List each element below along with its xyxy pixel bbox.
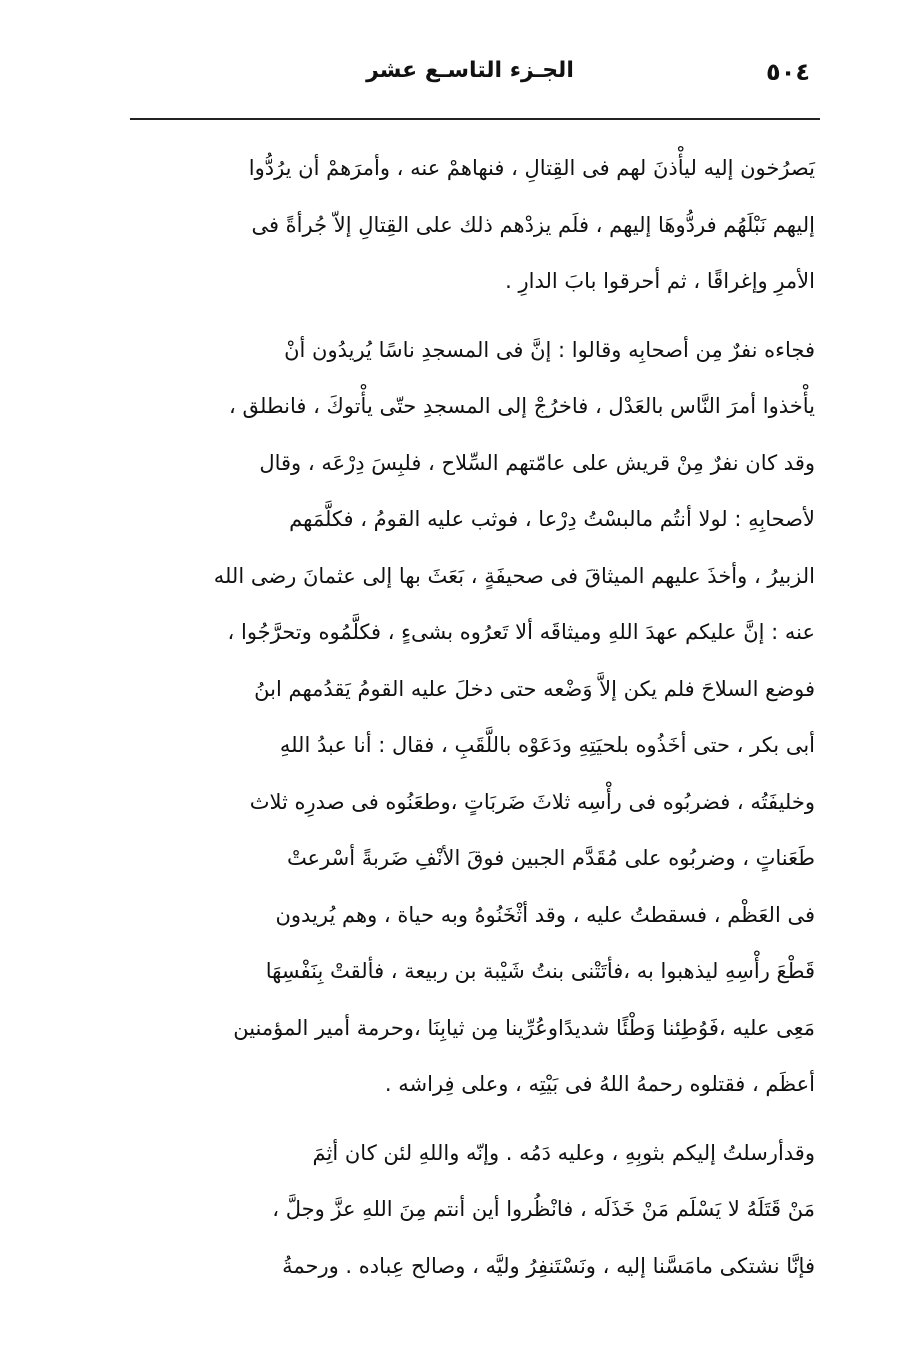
body-text	[150, 140, 815, 1294]
text-line: أعظَم ، فقتلوه رحمهُ اللهُ فى بَيْتِه ، وعلى فِراشه .	[384, 1072, 815, 1096]
text-line: عنه : إنَّ عليكم عهدَ اللهِ وميثاقَه ألا تَعرُوه بشىءٍ ، فكلَّمُوه وتحرَّجُوا ،	[227, 620, 815, 644]
text-line: فوضع السلاحَ فلم يكن إلاَّ وَضْعه حتى دخلَ عليه القومُ يَقدُمهم ابنُ	[254, 676, 815, 701]
text-line: مَنْ قَتَلَهُ لا يَسْلَم مَنْ خَذَلَه ، فانْظُروا أين أنتم مِنَ اللهِ عزَّ وجلَّ ،	[272, 1197, 815, 1221]
paragraph-3	[150, 1125, 815, 1295]
text-line: وخليفَتُه ، فضربُوه فى رأْسِه ثلاثَ ضَربَاتٍ ،وطعَنُوه فى صدرِه ثلاث	[249, 789, 815, 814]
page-number: ٥٠٤	[766, 58, 810, 86]
text-line: الأمرِ وإغراقًا ، ثم أحرقوا بابَ الدارِ .	[505, 269, 815, 293]
text-line: قَطْعَ رأْسِهِ ليذهبوا به ،فأتَتْنى بنتُ شَيْبة بن ربيعة ، فألقتْ بِنَفْسِهَا	[265, 959, 815, 983]
text-line: وقدأرسلتُ إليكم بثوبِهِ ، وعليه دَمُه . وإنّه واللهِ لئن كان أثِمَ	[312, 1140, 815, 1165]
paragraph-1	[150, 140, 815, 310]
text-line: الزبيرُ ، وأخذَ عليهم الميثاقَ فى صحيفَةٍ ، بَعَثَ بها إلى عثمانَ رضى الله	[213, 563, 815, 588]
text-line: أبى بكر ، حتى أخَذُوه بلحيَتِهِ ودَعَوْه باللَّقَبِ ، فقال : أنا عبدُ اللهِ	[279, 733, 815, 757]
page-header	[130, 58, 810, 110]
header-rule	[130, 118, 820, 120]
text-line: طَعَناتٍ ، وضربُوه على مُقَدَّم الجبين فوقَ الأنْفِ ضَربةً أسْرعتْ	[286, 846, 815, 870]
text-line: إليهم نَبْلَهُم فردُّوهَا إليهم ، فلَم يزدْهم ذلك على القِتالِ إلاّ جُرأةً فى	[251, 212, 815, 237]
paragraph-2	[150, 322, 815, 1113]
text-line: يأْخذوا أمرَ النَّاس بالعَدْل ، فاخرُجْ إلى المسجدِ حتّى يأْتوكَ ، فانطلق ،	[228, 394, 815, 418]
text-line: فجاءه نفرٌ مِن أصحابِه وقالوا : إنَّ فى المسجدِ ناسًا يُريدُون أنْ	[284, 337, 815, 362]
text-line: وقد كان نفرٌ مِنْ قريش على عامّتهم السِّلاح ، فلبِسَ دِرْعَه ، وقال	[259, 450, 815, 475]
text-line: فإنَّا نشتكى مامَسَّنا إليه ، ونَسْتَنفِرُ وليَّه ، وصالح عِباده . ورحمةُ	[282, 1253, 815, 1278]
running-title: الجـزء التاسـع عشر	[366, 58, 574, 83]
text-line: فى العَظْم ، فسقطتُ عليه ، وقد أثْخَنُوهُ وبه حياة ، وهم يُريدون	[275, 902, 815, 927]
text-line: مَعِى عليه ،فَوُطِئنا وَطْئًا شديدًاوعُرِّينا مِن ثيابِنَا ،وحرمة أمير المؤمنين	[233, 1015, 815, 1040]
text-line: يَصرُخون إليه ليأْذنَ لهم فى القِتالِ ، فنهاهمْ عنه ، وأمرَهمْ أن يرُدُّوا	[248, 156, 815, 180]
text-line: لأصحابِهِ : لولا أنتُم مالبسْتُ دِرْعا ، فوثب عليه القومُ ، فكلَّمَهم	[289, 507, 815, 531]
